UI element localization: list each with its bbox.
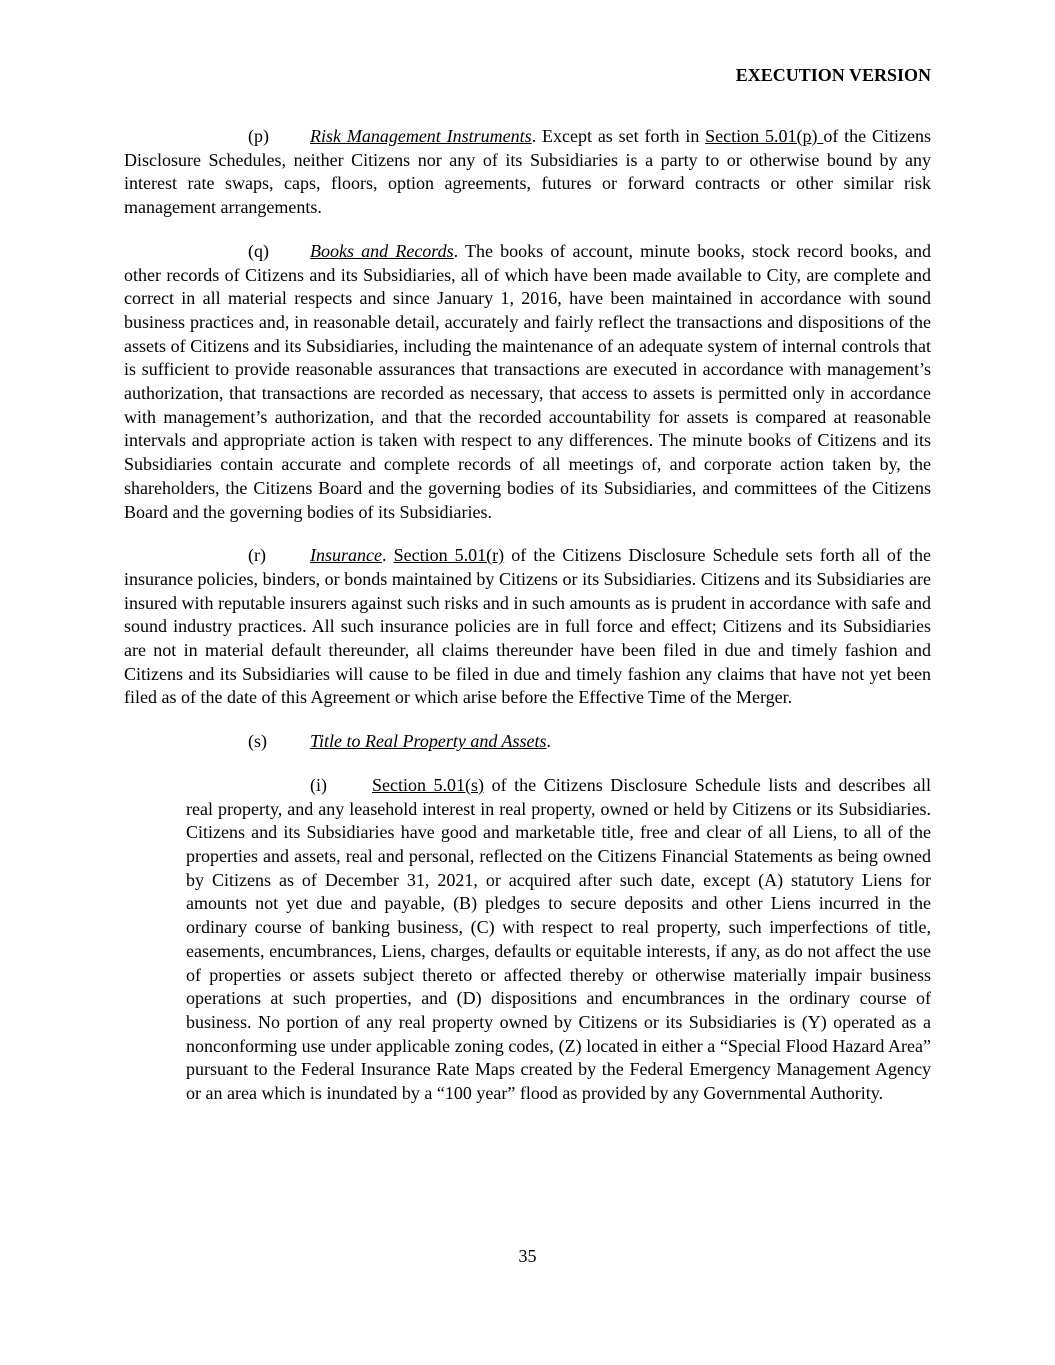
section-r-number: (r) (248, 545, 266, 566)
section-p-number: (p) (248, 126, 269, 146)
section-q-text: . The books of account, minute books, stock record books, and other records of Citizens and its Subsidiaries, all of which have been made available to City, are complete and correct in all material respects and since January 1, 2016, have been maintained in accordance with sound business practices and, in reasonable detail, accurately and fairly reflect the transactions and dispositions of the assets of Citizens and its Subsidiaries, including the maintenance of an adequate system of internal controls that is sufficient to provide reasonable assurances that transactions are executed in accordance with management’s authorization, that transactions are recorded as necessary, that access to assets is permitted only in accordance with management’s authorization, and that the recorded accountability for assets is compared at reasonable intervals and appropriate action is taken with respect to any differences. The minute books of Citizens and its Subsidiaries contain accurate and complete records of all meetings of, and corporate action taken by, the shareholders, the Citizens Board and the governing bodies of its Subsidiaries, and committees of the Citizens Board and the governing bodies of its Subsidiaries. (124, 240, 931, 522)
section-r-paragraph (124, 544, 931, 710)
section-q-title: Books and Records (310, 240, 454, 261)
section-s-after-title: . (546, 731, 551, 752)
section-q-paragraph (124, 240, 931, 524)
section-r-reference: Section 5.01(r) (393, 545, 505, 566)
section-q-number: (q) (248, 240, 269, 261)
document-body (124, 125, 931, 1106)
execution-version-header: EXECUTION VERSION (735, 65, 931, 85)
section-r-title: Insurance (310, 545, 382, 566)
section-s-i-reference: Section 5.01(s) (372, 774, 485, 795)
section-r-text: of the Citizens Disclosure Schedule sets forth all of the insurance policies, binders, or bonds maintained by Citizens or its Subsidiaries. Citizens and its Subsidiaries are insured with reputable insurers against such risks and in such amounts as is prudent in accordance with safe and sound industry practices. All such insurance policies are in full force and effect; Citizens and its Subsidiaries are not in material default thereunder, all claims thereunder have been filed in due and timely fashion and Citizens and its Subsidiaries will cause to be filed in due and timely fashion any claims that have not yet been filed as of the date of this Agreement or which arise before the Effective Time of the Merger. (124, 545, 931, 708)
section-r-after-title: . (381, 545, 394, 566)
page-number: 35 (518, 1246, 537, 1266)
section-s-title: Title to Real Property and Assets (310, 731, 547, 752)
section-p-after-title: . Except as set forth in (531, 126, 706, 146)
section-p-paragraph (124, 125, 931, 220)
section-p-text: of the Citizens Disclosure Schedules, neither Citizens nor any of its Subsidiaries is a party to or otherwise bound by any interest rate swaps, caps, floors, option agreements, futures or forward contracts or other similar risk management arrangements. (124, 126, 932, 218)
section-s-i-paragraph (186, 774, 931, 1106)
section-s-heading (124, 730, 931, 754)
section-s-number: (s) (248, 731, 267, 752)
section-s-i-text: of the Citizens Disclosure Schedule lists and describes all real property, and any leasehold interest in real property, owned or held by Citizens or its Subsidiaries. Citizens and its Subsidiaries have good and marketable title, free and clear of all Liens, to all of the properties and assets, real and personal, reflected on the Citizens Financial Statements as being owned by Citizens as of December 31, 2021, or acquired after such date, except (A) statutory Liens for amounts not yet due and payable, (B) pledges to secure deposits and other Liens incurred in the ordinary course of banking business, (C) with respect to real property, such imperfections of title, easements, encumbrances, Liens, charges, defaults or equitable interests, if any, as do not affect the use of properties or assets subject thereto or affected thereby or otherwise materially impair business operations at such properties, and (D) dispositions and encumbrances in the ordinary course of business. No portion of any real property owned by Citizens or its Subsidiaries is (Y) operated as a nonconforming use under applicable zoning codes, (Z) located in either a “Special Flood Hazard Area” pursuant to the Federal Insurance Rate Maps created by the Federal Emergency Management Agency or an area which is inundated by a “100 year” flood as provided by any Governmental Authority. (186, 774, 932, 1104)
section-p-title: Risk Management Instruments (310, 126, 532, 146)
section-p-reference: Section 5.01(p) (705, 126, 824, 146)
section-s-i-number: (i) (310, 774, 327, 795)
